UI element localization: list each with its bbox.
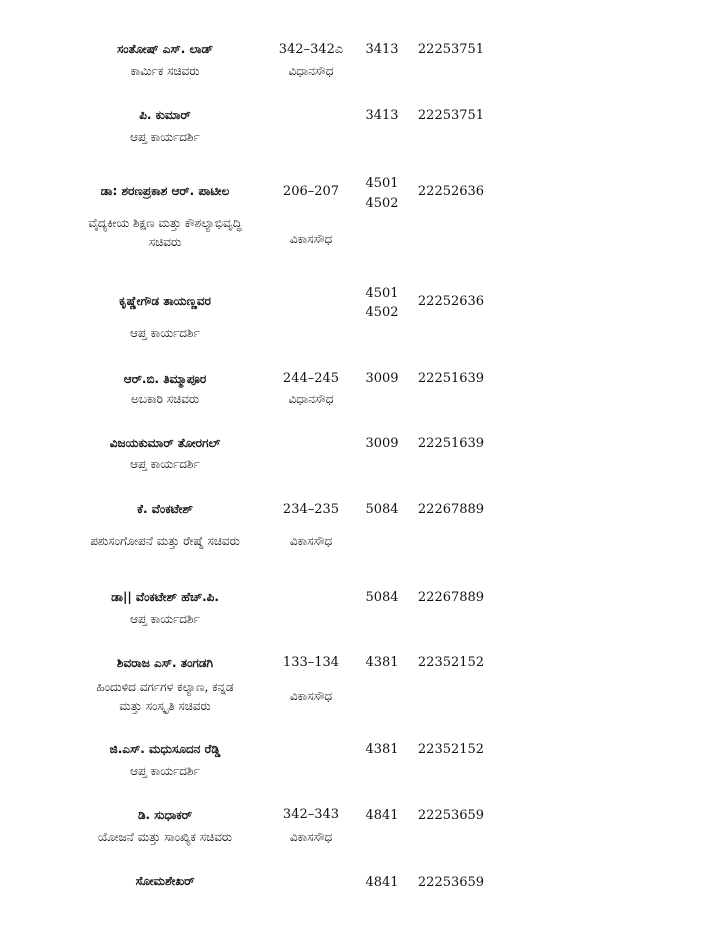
designation: ಹಿಂದುಳಿದ ವರ್ಗಗಳ ಕಲ್ಯಾಣ, ಕನ್ನಡ (96, 680, 234, 694)
phone-number: 22267889 (417, 502, 485, 517)
official-name: ಡಾ|| ವೆಂಕಟೇಶ್ ಹೆಚ್.ಪಿ. (111, 590, 219, 604)
extension-2: 4502 (365, 196, 399, 211)
official-name: ವಿಜಯಕುಮಾರ್ ತೋರಗಲ್ (109, 436, 221, 450)
designation: ಕಾರ್ಮಿಕ ಸಚಿವರು (130, 64, 200, 78)
phone-number: 22253751 (417, 108, 485, 123)
phone-number: 22251639 (417, 436, 485, 451)
phone-number: 22352152 (417, 655, 485, 670)
designation: ಆಪ್ತ ಕಾರ್ಯದರ್ಶಿ (130, 326, 200, 340)
designation: ವೈದ್ಯಕೀಯ ಶಿಕ್ಷಣ ಮತ್ತು ಕೌಶಲ್ಯಾಭಿವೃದ್ಧಿ (88, 216, 242, 230)
designation-line-2: ಮತ್ತು ಸಂಸ್ಕೃತಿ ಸಚಿವರು (119, 699, 211, 713)
phone-number: 22252636 (417, 184, 485, 199)
phone-number: 22267889 (417, 590, 485, 605)
extension: 4381 (365, 655, 399, 670)
building-name: ವಿಕಾಸಸೌಧ (289, 232, 333, 246)
building-name: ವಿಕಾಸಸೌಧ (289, 689, 333, 703)
official-name: ಡಾ: ಶರಣಪ್ರಕಾಶ ಆರ್. ಪಾಟೀಲ (100, 184, 230, 198)
official-name: ಪಿ. ಕುಮಾರ್ (139, 108, 191, 122)
official-name: ಜಿ.ಎಸ್. ಮಧುಸೂದನ ರೆಡ್ಡಿ (109, 742, 221, 756)
room-number: 342–342ಎ (278, 42, 344, 57)
extension: 5084 (365, 502, 399, 517)
extension: 3009 (365, 436, 399, 451)
phone-number: 22253751 (417, 42, 485, 57)
extension: 4841 (365, 808, 399, 823)
designation: ಆಪ್ತ ಕಾರ್ಯದರ್ಶಿ (130, 457, 200, 471)
designation: ಆಪ್ತ ಕಾರ್ಯದರ್ಶಿ (130, 764, 200, 778)
designation: ಆಪ್ತ ಕಾರ್ಯದರ್ಶಿ (130, 130, 200, 144)
extension: 3413 (365, 108, 399, 123)
phone-number: 22253659 (417, 875, 485, 890)
designation: ಅಬಕಾರಿ ಸಚಿವರು (130, 392, 200, 406)
phone-number: 22352152 (417, 742, 485, 757)
extension: 4381 (365, 742, 399, 757)
designation-line-2: ಸಚಿವರು (148, 235, 182, 249)
phone-number: 22252636 (417, 294, 485, 309)
room-number: 234–235 (282, 502, 340, 517)
designation: ಪಶುಸಂಗೋಪನೆ ಮತ್ತು ರೇಷ್ಮೆ ಸಚಿವರು (90, 534, 240, 548)
extension: 3009 (365, 371, 399, 386)
extension: 5084 (365, 590, 399, 605)
building-name: ವಿಧಾನಸೌಧ (288, 64, 334, 78)
designation: ಆಪ್ತ ಕಾರ್ಯದರ್ಶಿ (130, 612, 200, 626)
room-number: 342–343 (282, 807, 340, 822)
building-name: ವಿಕಾಸಸೌಧ (289, 534, 333, 548)
extension: 4501 (365, 286, 399, 301)
official-name: ಆರ್.ಬಿ. ತಿಮ್ಮಾಪೂರ (123, 372, 207, 386)
room-number: 206–207 (282, 184, 340, 199)
official-name: ಡಿ. ಸುಧಾಕರ್ (137, 808, 193, 822)
official-name: ಕೆ. ವೆಂಕಟೇಶ್ (137, 502, 193, 516)
designation: ಯೋಜನೆ ಮತ್ತು ಸಾಂಖ್ಯಿಕ ಸಚಿವರು (97, 830, 233, 844)
phone-number: 22253659 (417, 808, 485, 823)
official-name: ಶಿವರಾಜ ಎಸ್. ತಂಗಡಗಿ (116, 656, 214, 670)
phone-number: 22251639 (417, 371, 485, 386)
room-number: 244–245 (282, 371, 340, 386)
official-name: ಸಂತೋಷ್ ಎಸ್. ಲಾಡ್ (116, 42, 214, 56)
official-name: ಸೋಮಶೇಖರ್ (135, 874, 195, 888)
building-name: ವಿಕಾಸಸೌಧ (289, 830, 333, 844)
extension: 3413 (365, 42, 399, 57)
extension: 4841 (365, 875, 399, 890)
official-name: ಕೃಷ್ಣೇಗೌಡ ತಾಯಣ್ಣವರ (119, 294, 211, 308)
extension-2: 4502 (365, 305, 399, 320)
building-name: ವಿಧಾನಸೌಧ (288, 392, 334, 406)
extension: 4501 (365, 176, 399, 191)
room-number: 133–134 (282, 655, 340, 670)
